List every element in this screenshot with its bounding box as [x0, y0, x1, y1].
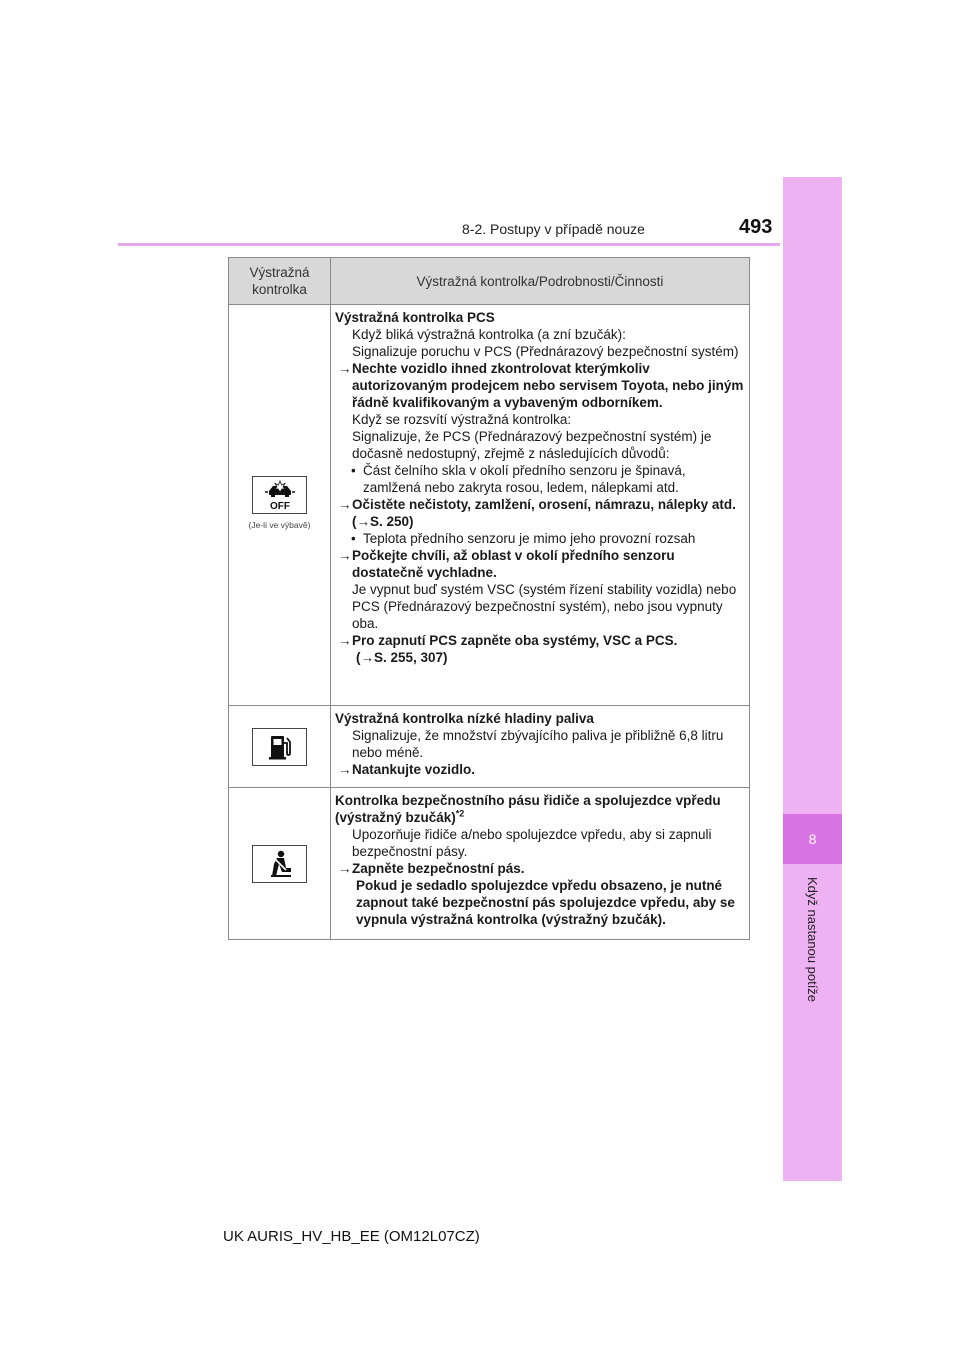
optional-equipment-note: (Je-li ve výbavě)	[248, 520, 311, 530]
arrow-icon: →	[356, 514, 370, 529]
chapter-title-wrap	[783, 877, 842, 1167]
details-cell	[331, 706, 750, 788]
detail-line: Signalizuje, že množství zbývajícího paliva je přibližně 6,8 litru nebo méně.	[352, 728, 724, 760]
section-title: 8-2. Postupy v případě nouze	[462, 221, 645, 237]
row-title: Výstražná kontrolka PCS	[335, 310, 495, 325]
detail-line: Upozorňuje řidiče a/nebo spolujezdce vpředu, aby si zapnuli bezpečnostní pásy.	[352, 827, 712, 859]
detail-line: Je vypnut buď systém VSC (systém řízení stability vozidla) nebo PCS (Přednárazový bezpečnostní systém), nebo jsou vypnuty oba.	[352, 582, 737, 631]
action-line: →Nechte vozidlo ihned zkontrolovat kterýmkoliv autorizovaným prodejcem nebo servisem Toyota, nebo jiným řádně kvalifikovaným a vybaveným odborníkem.	[338, 361, 744, 410]
table-row	[229, 706, 750, 788]
action-line: →Zapněte bezpečnostní pás.	[338, 861, 525, 876]
bullet-line: • Teplota předního senzoru je mimo jeho provozní rozsah	[351, 531, 696, 546]
table-header-row	[229, 258, 750, 305]
indicator-cell	[229, 305, 331, 706]
pcs-icon-label: OFF	[269, 501, 290, 511]
footer-model-code: UK AURIS_HV_HB_EE (OM12L07CZ)	[223, 1228, 480, 1245]
col-header-details: Výstražná kontrolka/Podrobnosti/Činnosti	[331, 258, 750, 305]
arrow-icon: →	[338, 497, 352, 512]
chapter-side-tab	[783, 177, 842, 1181]
action-detail: Pokud je sedadlo spolujezdce vpředu obsazeno, je nutné zapnout také bezpečnostní pás spolujezdce vpředu, aby se vypnula výstražná kontrolka (výstražný bzučák).	[356, 878, 735, 927]
action-line: →Očistěte nečistoty, zamlžení, orosení, námrazu, nálepky atd. (→S. 250)	[338, 497, 736, 529]
bullet-icon: •	[351, 463, 356, 478]
chapter-title: Když nastanou potíže	[805, 877, 820, 1003]
page-reference: (→S. 255, 307)	[356, 650, 448, 665]
arrow-icon: →	[338, 633, 352, 648]
detail-line: Signalizuje poruchu v PCS (Přednárazový bezpečnostní systém)	[352, 344, 739, 359]
bullet-line: • Část čelního skla v okolí předního senzoru je špinavá, zamlžená nebo zakryta rosou, ledem, nálepkami atd.	[351, 463, 686, 495]
detail-line: Signalizuje, že PCS (Přednárazový bezpečnostní systém) je dočasně nedostupný, zřejmě z následujících důvodů:	[352, 429, 712, 461]
pcs-off-warning-icon	[252, 476, 307, 514]
bullet-icon: •	[351, 531, 356, 546]
table-row	[229, 305, 750, 706]
arrow-icon: →	[338, 548, 352, 563]
page-number: 493	[739, 216, 773, 238]
header-rule	[118, 243, 780, 246]
action-line: →Pro zapnutí PCS zapněte oba systémy, VSC a PCS.	[338, 633, 678, 648]
row-title: Kontrolka bezpečnostního pásu řidiče a spolujezdce vpředu (výstražný bzučák)$^{*2}$	[335, 793, 721, 825]
chapter-number: 8	[783, 814, 842, 864]
detail-line: Když bliká výstražná kontrolka (a zní bzučák):	[352, 327, 626, 342]
indicator-cell	[229, 788, 331, 940]
detail-line: Když se rozsvítí výstražná kontrolka:	[352, 412, 572, 427]
footnote-ref: *2	[455, 808, 465, 819]
table-row	[229, 788, 750, 940]
arrow-icon: →	[338, 361, 352, 376]
action-line: →Počkejte chvíli, až oblast v okolí předního senzoru dostatečně vychladne.	[338, 548, 675, 580]
arrow-icon: →	[338, 861, 352, 876]
details-cell	[331, 305, 750, 706]
seatbelt-icon	[252, 845, 307, 883]
row-title: Výstražná kontrolka nízké hladiny paliva	[335, 711, 594, 726]
details-cell	[331, 788, 750, 940]
arrow-icon: →	[360, 650, 374, 665]
arrow-icon: →	[338, 762, 352, 777]
action-line: →Natankujte vozidlo.	[338, 762, 476, 777]
col-header-indicator: Výstražná kontrolka	[229, 258, 331, 305]
fuel-pump-icon	[252, 728, 307, 766]
indicator-cell	[229, 706, 331, 788]
warning-lights-table	[228, 257, 750, 940]
